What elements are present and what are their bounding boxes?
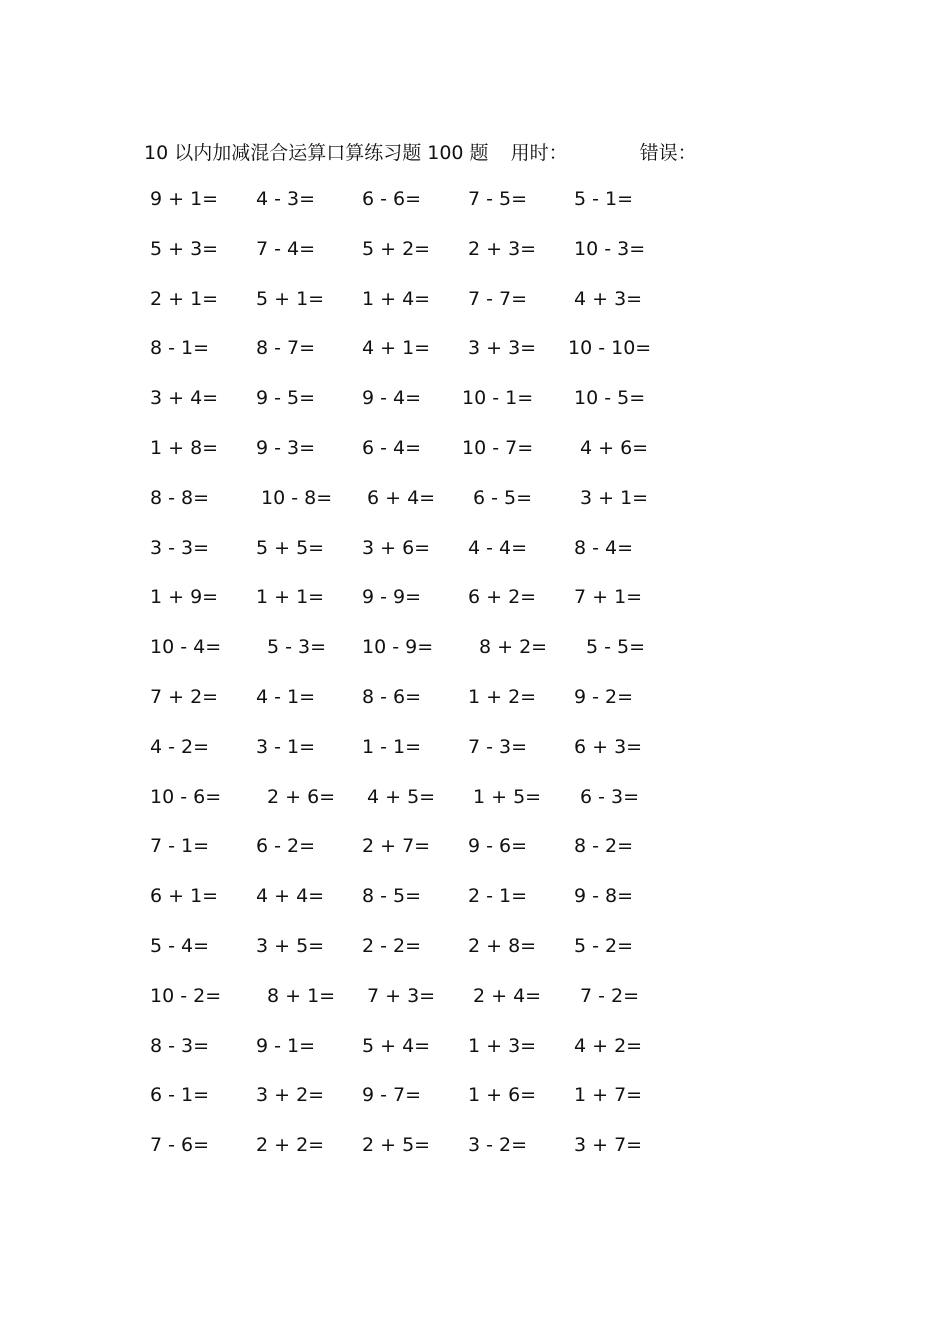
problem-item: 4 - 2= bbox=[150, 735, 210, 758]
problem-item: 6 - 5= bbox=[473, 486, 533, 509]
problem-item: 6 + 2= bbox=[468, 586, 537, 609]
problem-item: 2 + 3= bbox=[468, 237, 537, 260]
problem-item: 8 - 4= bbox=[574, 536, 634, 559]
problem-item: 6 - 6= bbox=[362, 188, 422, 210]
worksheet-title: 10 以内加减混合运算口算练习题 100 题 bbox=[144, 141, 489, 164]
problem-item: 6 + 3= bbox=[574, 735, 643, 758]
problem-item: 3 - 1= bbox=[256, 735, 316, 758]
problem-item: 3 + 6= bbox=[362, 536, 431, 559]
problem-item: 9 - 9= bbox=[362, 586, 422, 609]
problem-item: 2 + 2= bbox=[256, 1134, 325, 1157]
problem-item: 2 + 7= bbox=[362, 835, 431, 858]
problem-item: 7 - 1= bbox=[150, 835, 210, 858]
problem-item: 4 - 3= bbox=[256, 188, 316, 210]
problem-item: 1 + 9= bbox=[150, 586, 219, 609]
problem-item: 4 + 6= bbox=[580, 436, 649, 459]
problem-item: 2 + 4= bbox=[473, 984, 542, 1007]
problem-item: 6 + 4= bbox=[367, 486, 436, 509]
problem-item: 7 - 3= bbox=[468, 735, 528, 758]
problem-item: 7 - 7= bbox=[468, 287, 528, 310]
problem-item: 5 + 1= bbox=[256, 287, 325, 310]
problem-item: 9 - 5= bbox=[256, 387, 316, 410]
problem-item: 8 - 6= bbox=[362, 685, 422, 708]
problem-item: 9 - 4= bbox=[362, 387, 422, 410]
problem-item: 2 - 2= bbox=[362, 934, 422, 957]
problem-item: 6 - 1= bbox=[150, 1084, 210, 1107]
problem-item: 6 + 1= bbox=[150, 885, 219, 908]
problem-item: 1 + 2= bbox=[468, 685, 537, 708]
problem-item: 10 - 7= bbox=[462, 436, 534, 459]
problem-item: 9 - 1= bbox=[256, 1034, 316, 1057]
problem-item: 10 - 1= bbox=[462, 387, 534, 410]
problem-item: 9 - 8= bbox=[574, 885, 634, 908]
problem-item: 5 + 3= bbox=[150, 237, 219, 260]
problem-item: 9 - 2= bbox=[574, 685, 634, 708]
problem-item: 4 + 2= bbox=[574, 1034, 643, 1057]
problem-item: 10 - 2= bbox=[150, 984, 222, 1007]
problem-item: 5 - 1= bbox=[574, 188, 634, 210]
problem-item: 10 - 3= bbox=[574, 237, 646, 260]
problem-item: 6 - 3= bbox=[580, 785, 640, 808]
problem-item: 9 - 6= bbox=[468, 835, 528, 858]
problem-item: 10 - 4= bbox=[150, 636, 222, 659]
time-label: 用时： bbox=[510, 141, 568, 164]
problem-item: 9 - 3= bbox=[256, 436, 316, 459]
problem-item: 8 - 8= bbox=[150, 486, 210, 509]
problem-item: 5 + 4= bbox=[362, 1034, 431, 1057]
problem-item: 7 - 2= bbox=[580, 984, 640, 1007]
problem-item: 5 - 4= bbox=[150, 934, 210, 957]
problem-item: 3 + 4= bbox=[150, 387, 219, 410]
problem-item: 2 + 5= bbox=[362, 1134, 431, 1157]
problem-item: 10 - 8= bbox=[261, 486, 333, 509]
problem-item: 1 - 1= bbox=[362, 735, 422, 758]
problem-item: 2 + 6= bbox=[267, 785, 336, 808]
problem-item: 7 - 4= bbox=[256, 237, 316, 260]
problem-item: 4 + 4= bbox=[256, 885, 325, 908]
problem-item: 5 + 2= bbox=[362, 237, 431, 260]
problem-item: 9 - 7= bbox=[362, 1084, 422, 1107]
problem-item: 5 - 2= bbox=[574, 934, 634, 957]
problem-item: 8 + 2= bbox=[479, 636, 548, 659]
problem-item: 8 - 2= bbox=[574, 835, 634, 858]
problem-item: 8 + 1= bbox=[267, 984, 336, 1007]
problem-item: 9 + 1= bbox=[150, 188, 219, 210]
problem-item: 1 + 7= bbox=[574, 1084, 643, 1107]
problem-item: 1 + 3= bbox=[468, 1034, 537, 1057]
problem-item: 3 + 2= bbox=[256, 1084, 325, 1107]
problem-item: 4 - 4= bbox=[468, 536, 528, 559]
problem-item: 7 - 5= bbox=[468, 188, 528, 210]
problem-item: 1 + 8= bbox=[150, 436, 219, 459]
problem-item: 3 + 7= bbox=[574, 1134, 643, 1157]
problem-item: 10 - 5= bbox=[574, 387, 646, 410]
problem-item: 7 + 1= bbox=[574, 586, 643, 609]
problem-item: 8 - 7= bbox=[256, 337, 316, 360]
worksheet-header bbox=[144, 136, 697, 166]
problem-item: 1 + 1= bbox=[256, 586, 325, 609]
problem-item: 7 + 2= bbox=[150, 685, 219, 708]
problem-item: 2 + 1= bbox=[150, 287, 219, 310]
problem-item: 5 - 3= bbox=[267, 636, 327, 659]
problem-item: 10 - 6= bbox=[150, 785, 222, 808]
problem-item: 4 + 5= bbox=[367, 785, 436, 808]
problem-item: 3 - 3= bbox=[150, 536, 210, 559]
problem-item: 6 - 2= bbox=[256, 835, 316, 858]
problem-item: 7 + 3= bbox=[367, 984, 436, 1007]
problem-item: 6 - 4= bbox=[362, 436, 422, 459]
problem-grid bbox=[150, 182, 670, 1178]
errors-label: 错误： bbox=[639, 141, 697, 164]
problem-item: 1 + 5= bbox=[473, 785, 542, 808]
problem-item: 8 - 5= bbox=[362, 885, 422, 908]
problem-item: 5 - 5= bbox=[586, 636, 646, 659]
problem-item: 4 + 1= bbox=[362, 337, 431, 360]
problem-item: 5 + 5= bbox=[256, 536, 325, 559]
problem-item: 8 - 1= bbox=[150, 337, 210, 360]
problem-item: 3 + 1= bbox=[580, 486, 649, 509]
problem-item: 7 - 6= bbox=[150, 1134, 210, 1157]
problem-item: 1 + 4= bbox=[362, 287, 431, 310]
problem-item: 4 - 1= bbox=[256, 685, 316, 708]
problem-item: 3 + 5= bbox=[256, 934, 325, 957]
problem-item: 8 - 3= bbox=[150, 1034, 210, 1057]
problem-item: 10 - 10= bbox=[568, 337, 652, 360]
problem-item: 2 - 1= bbox=[468, 885, 528, 908]
problem-item: 3 - 2= bbox=[468, 1134, 528, 1157]
problem-item: 1 + 6= bbox=[468, 1084, 537, 1107]
problem-item: 10 - 9= bbox=[362, 636, 434, 659]
problem-item: 2 + 8= bbox=[468, 934, 537, 957]
problem-item: 4 + 3= bbox=[574, 287, 643, 310]
problem-item: 3 + 3= bbox=[468, 337, 537, 360]
